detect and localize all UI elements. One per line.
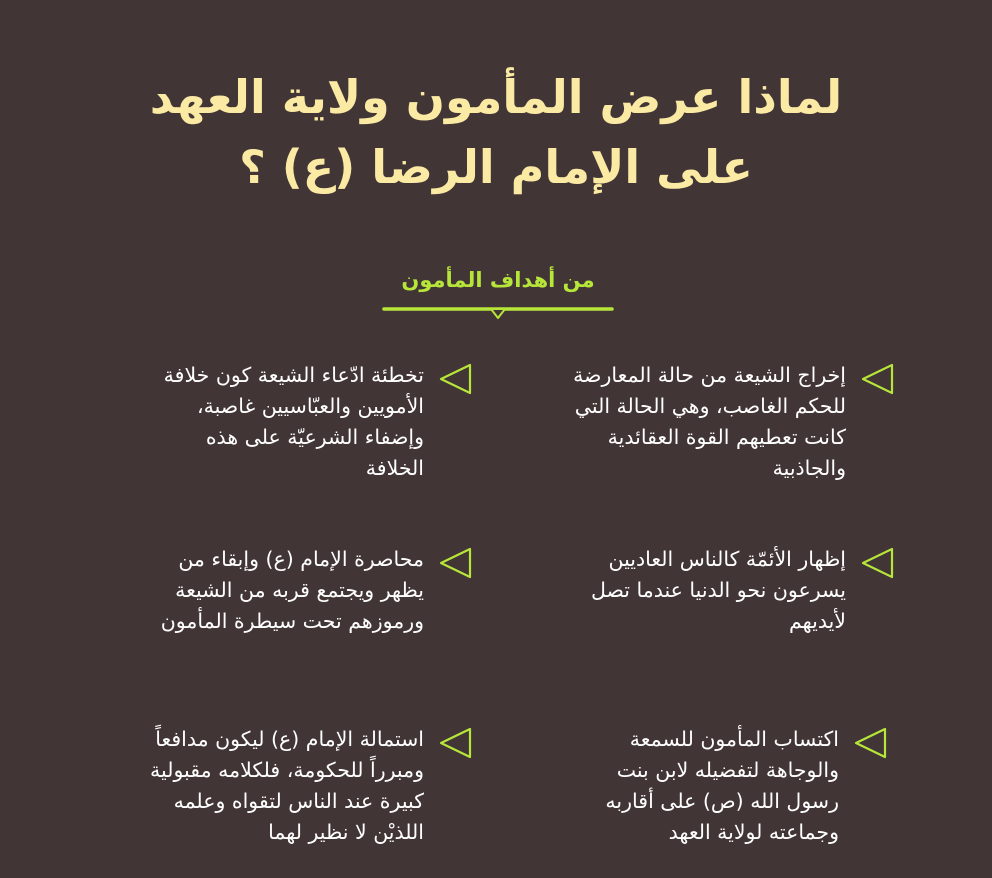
section-subtitle: من أهداف المأمون [401, 268, 595, 292]
goal-item-text: تخطئة ادّعاء الشيعة كون خلافة الأمويين والعبّاسيين غاصبة، وإضفاء الشرعيّة على هذه الخلافة [163, 363, 424, 480]
page-title-line-2: على الإمام الرضا (ع) ؟ [239, 140, 753, 194]
triangle-bullet-icon [853, 726, 889, 760]
goal-item-text: استمالة الإمام (ع) ليكون مدافعاً ومبرراً للحكومة، فلكلامه مقبولية كبيرة عند الناس لتقواه وعلمه اللذيْن لا نظير لهما [150, 727, 424, 844]
triangle-bullet-icon [860, 546, 896, 580]
goal-item-4 [161, 544, 474, 637]
goal-item-text: اكتساب المأمون للسمعة والوجاهة لتفضيله لابن بنت رسول الله (ص) على أقاربه وجماعته لولاية العهد [605, 727, 839, 844]
goal-item-1 [573, 360, 896, 484]
goal-item-3 [591, 544, 896, 637]
triangle-bullet-icon [438, 726, 474, 760]
page-title [0, 62, 992, 202]
goal-item-6 [150, 724, 474, 848]
page-title-line-1: لماذا عرض المأمون ولاية العهد [149, 70, 843, 124]
goal-item-5 [605, 724, 889, 848]
triangle-bullet-icon [438, 546, 474, 580]
triangle-bullet-icon [438, 362, 474, 396]
subtitle-underline-pointer-icon [382, 306, 614, 320]
goal-item-text: محاصرة الإمام (ع) وإبقاء من يظهر ويجتمع قربه من الشيعة ورموزهم تحت سيطرة المأمون [160, 547, 424, 633]
goal-item-2 [164, 360, 474, 484]
section-header [382, 262, 614, 318]
triangle-bullet-icon [860, 362, 896, 396]
goal-item-text: إخراج الشيعة من حالة المعارضة للحكم الغاصب، وهي الحالة التي كانت تعطيهم القوة العقائدية والجاذبية [573, 363, 846, 480]
goal-item-text: إظهار الأئمّة كالناس العاديين يسرعون نحو الدنيا عندما تصل لأيديهم [590, 547, 846, 633]
